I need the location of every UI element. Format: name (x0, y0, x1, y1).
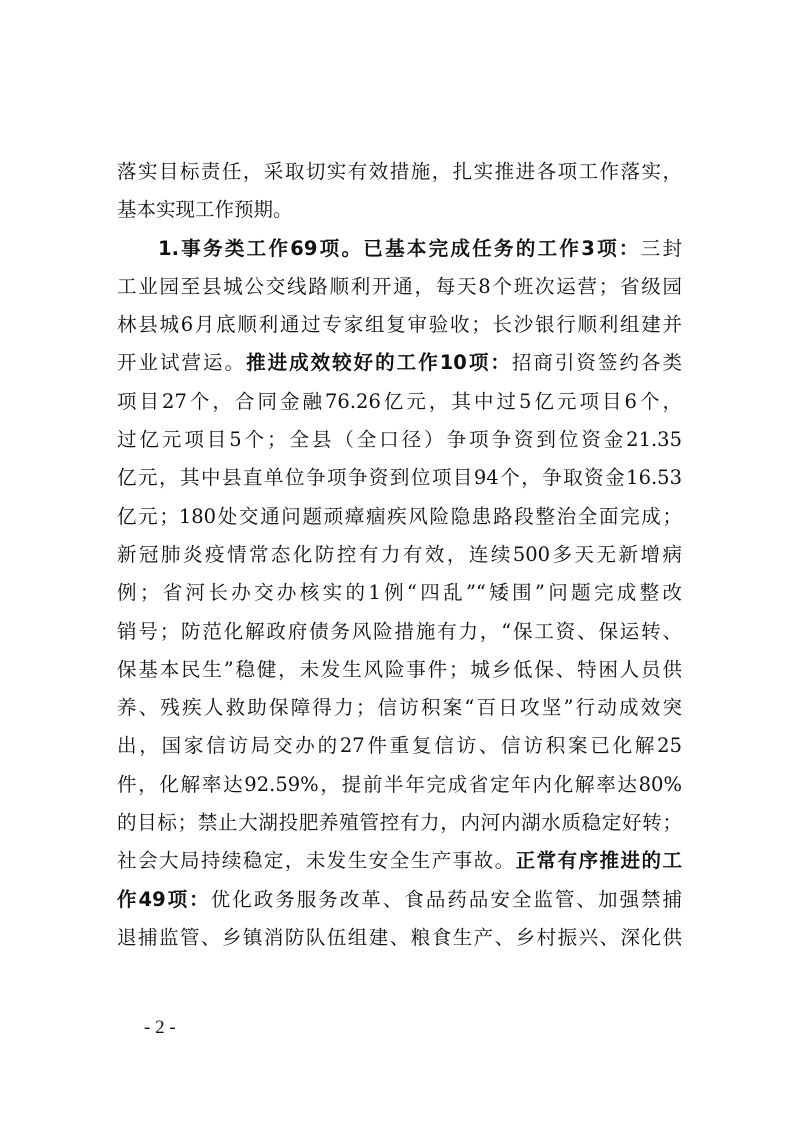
text-segment: 社会大局持续稳定，未发生安全生产事故。 (117, 849, 516, 873)
text-line (117, 459, 682, 497)
text-segment: 开业试营运。 (117, 351, 247, 375)
text-line (117, 689, 682, 727)
text-segment: 养、残疾人救助保障得力；信访积案“百日攻坚”行动成效突 (117, 696, 682, 720)
bold-text-segment: 作49项： (117, 887, 211, 911)
text-line (117, 230, 682, 268)
text-line (117, 574, 682, 612)
text-line (117, 383, 682, 421)
text-line (117, 344, 682, 382)
text-segment: 亿元；180处交通问题顽瘴痼疾风险隐患路段整治全面完成； (117, 504, 682, 528)
bold-text-segment: 正常有序推进的工 (515, 849, 682, 873)
text-segment: 的目标；禁止大湖投肥养殖管控有力，内河内湖水质稳定好转； (117, 811, 682, 835)
text-segment: 工业园至县城公交线路顺利开通，每天8个班次运营；省级园 (117, 274, 682, 298)
text-segment: 亿元，其中县直单位争项争资到位项目94个，争取资金16.53 (117, 466, 682, 490)
text-line (117, 268, 682, 306)
bold-text-segment: 1.事务类工作69项。已基本完成任务的工作3项： (158, 236, 641, 260)
text-line (117, 613, 682, 651)
text-segment: 过亿元项目5个；全县（全口径）争项争资到位资金21.35 (117, 428, 682, 452)
text-segment: 落实目标责任，采取切实有效措施，扎实推进各项工作落实， (117, 160, 682, 183)
text-line (117, 191, 682, 229)
text-line (117, 536, 682, 574)
text-segment: 销号；防范化解政府债务风险措施有力，“保工资、保运转、 (117, 619, 682, 643)
text-segment: 件，化解率达92.59%，提前半年完成省定年内化解率达80% (117, 772, 682, 796)
text-segment: 退捕监管、乡镇消防队伍组建、粮食生产、乡村振兴、深化供 (117, 925, 682, 949)
text-line (117, 842, 682, 880)
text-line (117, 919, 682, 957)
text-line (117, 804, 682, 842)
text-segment: 三封 (640, 236, 682, 260)
bold-text-segment: 推进成效较好的工作10项： (246, 351, 512, 375)
text-line (117, 766, 682, 804)
text-segment: 招商引资签约各类 (511, 351, 682, 375)
text-segment: 项目27个，合同金融76.26亿元，其中过5亿元项目6个， (117, 389, 682, 413)
text-line (117, 727, 682, 765)
page-number: - 2 - (144, 1017, 176, 1038)
text-line (117, 498, 682, 536)
text-line (117, 881, 682, 919)
text-segment: 保基本民生”稳健，未发生风险事件；城乡低保、特困人员供 (117, 657, 682, 681)
text-segment: 新冠肺炎疫情常态化防控有力有效，连续500多天无新增病 (117, 542, 682, 566)
body-text (117, 153, 682, 957)
text-segment: 出，国家信访局交办的27件重复信访、信访积案已化解25 (117, 734, 682, 758)
text-segment: 优化政务服务改革、食品药品安全监管、加强禁捕 (210, 887, 682, 911)
text-segment: 基本实现工作预期。 (117, 198, 293, 222)
text-line (117, 153, 682, 191)
text-segment: 林县城6月底顺利通过专家组复审验收；长沙银行顺利组建并 (117, 313, 682, 337)
text-line (117, 651, 682, 689)
text-line (117, 306, 682, 344)
text-segment: 例；省河长办交办核实的1例“四乱”“矮围”问题完成整改 (117, 581, 682, 605)
text-line (117, 421, 682, 459)
